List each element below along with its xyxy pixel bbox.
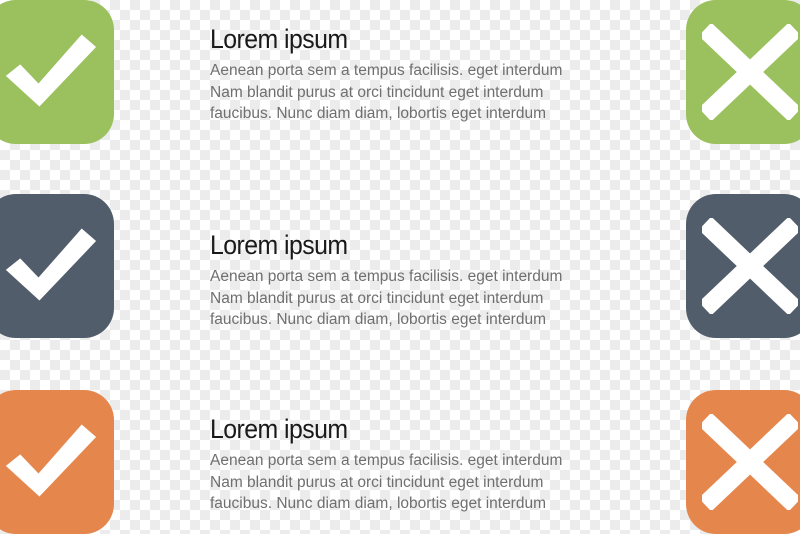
cross-icon: [702, 24, 798, 120]
text-block-3: [210, 414, 630, 515]
check-icon: [2, 414, 98, 510]
text-block-1: [210, 24, 630, 125]
block-title: Lorem ipsum: [210, 230, 348, 260]
cross-tile-slate: [686, 194, 800, 338]
check-icon: [2, 218, 98, 314]
cross-tile-orange: [686, 390, 800, 534]
check-tile-slate: [0, 194, 114, 338]
cross-tile-green: [686, 0, 800, 144]
body-line: Nam blandit purus at orci tincidunt eget interdum: [210, 473, 544, 491]
cross-icon: [702, 218, 798, 314]
check-tile-green: [0, 0, 114, 144]
check-icon: [2, 24, 98, 120]
body-line: Aenean porta sem a tempus facilisis. eget interdum: [210, 268, 563, 285]
body-line: Nam blandit purus at orci tincidunt eget interdum: [210, 289, 544, 307]
body-line: Nam blandit purus at orci tincidunt eget interdum: [210, 83, 544, 101]
block-title: Lorem ipsum: [210, 24, 348, 54]
cross-icon: [702, 414, 798, 510]
block-title: Lorem ipsum: [210, 414, 348, 444]
text-block-2: [210, 230, 630, 331]
body-line: faucibus. Nunc diam diam, lobortis eget interdum: [210, 105, 546, 122]
body-line: Aenean porta sem a tempus facilisis. eget interdum: [210, 62, 563, 79]
body-line: faucibus. Nunc diam diam, lobortis eget interdum: [210, 311, 546, 328]
body-line: faucibus. Nunc diam diam, lobortis eget interdum: [210, 495, 546, 512]
body-line: Aenean porta sem a tempus facilisis. eget interdum: [210, 452, 563, 469]
check-tile-orange: [0, 390, 114, 534]
